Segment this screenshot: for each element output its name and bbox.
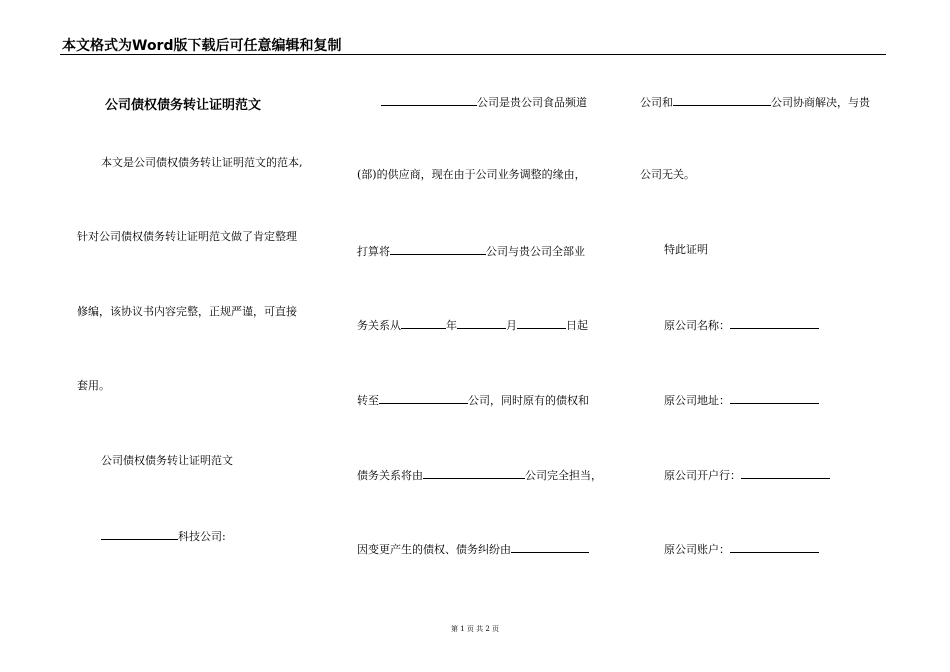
addressee-line [101,528,226,544]
intro-line-4: 套用。 [77,379,110,392]
blank-field [390,243,486,255]
body-text: 因变更产生的债权、债务纠纷由 [357,543,511,556]
blank-field [730,317,819,329]
field-label: 原公司开户行： [664,469,741,482]
body-text: 公司完全担当， [525,469,602,482]
body-text: 转至 [357,394,379,407]
body-text: 月 [506,319,517,332]
body-text: 日起 [566,319,588,332]
blank-field [730,392,819,404]
blank-field [381,94,477,106]
sub-heading: 公司债权债务转让证明范文 [101,454,233,467]
document-heading: 公司债权债务转让证明范文 [105,98,262,113]
body-text: 年 [446,319,457,332]
blank-field [401,317,446,329]
blank-field [741,467,830,479]
body-line-6 [357,467,602,483]
body-line-9: 公司无关。 [640,168,695,181]
field-label: 原公司账户： [664,543,730,556]
field-label: 原公司地址： [664,394,730,407]
body-line-5 [357,392,589,408]
blank-field [101,528,178,540]
body-text: 公司与贵公司全部业 [486,245,585,258]
blank-field [511,541,589,553]
body-line-2: (部)的供应商，现在由于公司业务调整的缘由， [357,168,586,181]
blank-field [457,317,506,329]
intro-line-3: 修编，该协议书内容完整，正规严谨，可直接 [77,305,297,318]
body-line-7 [357,541,589,557]
closing-line: 特此证明 [664,243,708,256]
intro-line-1: 本文是公司债权债务转让证明范文的范本, [101,156,303,169]
blank-field [730,541,819,553]
body-line-3 [357,243,585,259]
body-text: 公司协商解决，与贵 [771,96,870,109]
original-company-name-field [664,317,819,333]
body-text: 打算将 [357,245,390,258]
body-text: 公司，同时原有的债权和 [468,394,589,407]
body-line-4 [357,317,588,333]
blank-field [423,467,525,479]
blank-field [673,94,771,106]
header-rule [60,54,886,55]
document-header-title: 本文格式为Word版下载后可任意编辑和复制 [62,38,342,54]
addressee-label: 科技公司: [178,530,226,543]
body-text: 务关系从 [357,319,401,332]
body-line-8 [640,94,870,110]
body-text: 债务关系将由 [357,469,423,482]
field-label: 原公司名称： [664,319,730,332]
intro-line-2: 针对公司债权债务转让证明范文做了肯定整理 [77,230,297,243]
original-company-address-field [664,392,819,408]
page-number-footer: 第 1 页 共 2 页 [450,625,500,633]
body-text: 公司和 [640,96,673,109]
body-line-1 [381,94,587,110]
blank-field [379,392,468,404]
original-company-bank-field [664,467,830,483]
blank-field [517,317,566,329]
body-text: 公司是贵公司食品频道 [477,96,587,109]
original-company-account-field [664,541,819,557]
